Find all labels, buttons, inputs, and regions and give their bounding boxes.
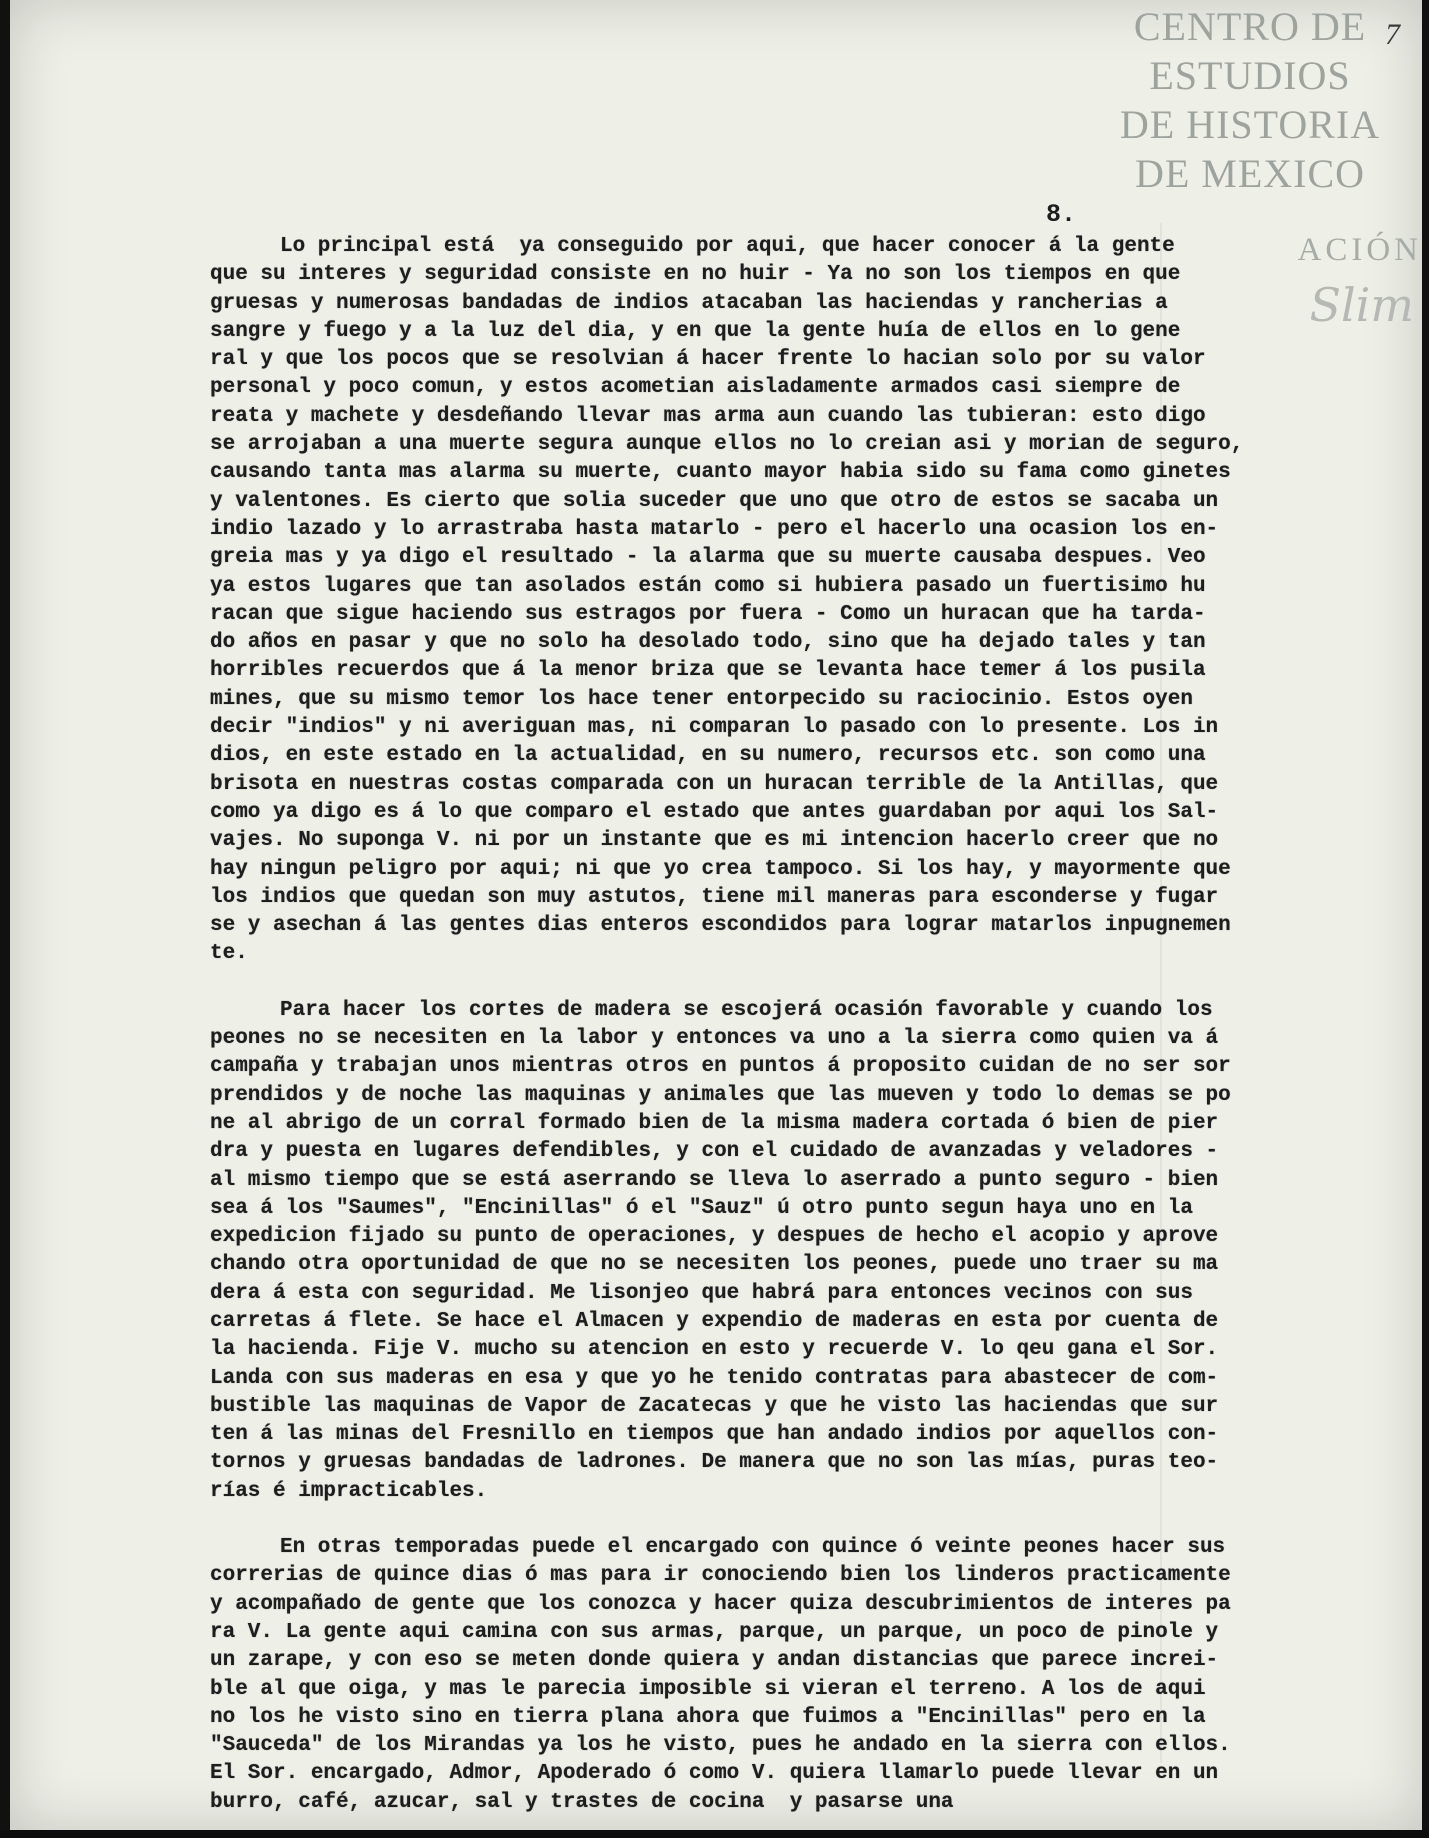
text-line: la hacienda. Fije V. mucho su atencion en esto y recuerde V. lo qeu gana el Sor. (210, 1338, 1219, 1362)
text-line: "Sauceda" de los Mirandas ya los he visto, pues he andado en la sierra con ellos. (210, 1734, 1231, 1758)
text-line: tornos y gruesas bandadas de ladrones. De manera que no son las mías, puras teo- (210, 1451, 1219, 1475)
text-line: no los he visto sino en tierra plana ahora que fuimos a "Encinillas" pero en la (210, 1705, 1206, 1729)
text-line: Lo principal está ya conseguido por aqui, que hacer conocer á la gente (280, 235, 1175, 258)
text-line: burro, café, azucar, sal y trastes de cocina y pasarse una (210, 1790, 954, 1814)
archive-watermark (1100, 2, 1400, 198)
watermark-line: DE MEXICO (1134, 151, 1366, 196)
text-line: los indios que quedan son muy astutos, tiene mil maneras para esconderse y fugar (210, 885, 1219, 909)
text-line: carretas á flete. Se hace el Almacen y expendio de maderas en esta por cuenta de (210, 1309, 1219, 1333)
text-line: Landa con sus maderas en esa y que yo he tenido contratas para abastecer de com- (210, 1366, 1219, 1390)
text-line: al mismo tiempo que se está aserrando se lleva lo aserrado a punto seguro - bien (210, 1168, 1219, 1192)
text-line: personal y poco comun, y estos acometian aisladamente armados casi siempre de (210, 376, 1181, 400)
text-line: do años en pasar y que no solo ha desolado todo, sino que ha dejado tales y tan (210, 631, 1206, 655)
paragraph (210, 997, 1370, 1506)
text-line: ya estos lugares que tan asolados están como si hubiera pasado un fuertisimo hu (210, 574, 1206, 598)
text-line: un zarape, y con eso se meten donde quiera y andan distancias que parece increi- (210, 1649, 1219, 1673)
text-line: En otras temporadas puede el encargado con quince ó veinte peones hacer sus (280, 1536, 1226, 1560)
paragraph-gap (210, 969, 1370, 997)
watermark-line: DE HISTORIA (1119, 102, 1381, 147)
text-line: gruesas y numerosas bandadas de indios atacaban las haciendas y rancherias a (210, 291, 1168, 315)
paragraph (210, 233, 1370, 969)
paragraph-gap (210, 1506, 1370, 1534)
text-line: dra y puesta en lugares defendibles, y con el cuidado de avanzadas y veladores - (210, 1140, 1219, 1164)
page-number: 8. (1046, 200, 1077, 229)
text-line: causando tanta mas alarma su muerte, cuanto mayor habia sido su fama como ginetes (210, 461, 1231, 485)
text-line: que su interes y seguridad consiste en no huir - Ya no son los tiempos en que (210, 263, 1181, 287)
text-line: se y asechan á las gentes dias enteros escondidos para lograr matarlos inpugnemen (210, 914, 1231, 938)
text-line: peones no se necesiten en la labor y entonces va uno a la sierra como quien va á (210, 1027, 1219, 1051)
watermark-signature: Slim (1309, 278, 1414, 332)
text-line: indio lazado y lo arrastraba hasta matarlo - pero el hacerlo una ocasion los en- (210, 517, 1219, 541)
letter-body (210, 233, 1370, 1817)
text-line: ra V. La gente aqui camina con sus armas, parque, un parque, un poco de pinole y (210, 1620, 1219, 1644)
text-line: rías é impracticables. (210, 1479, 488, 1503)
text-line: El Sor. encargado, Admor, Apoderado ó como V. quiera llamarlo puede llevar en un (210, 1762, 1219, 1786)
text-line: prendidos y de noche las maquinas y animales que las mueven y todo lo demas se po (210, 1083, 1231, 1107)
scan-frame-edge (0, 1830, 1429, 1838)
text-line: decir "indios" y ni averiguan mas, ni comparan lo pasado con lo presente. Los in (210, 716, 1219, 740)
text-line: dera á esta con seguridad. Me lisonjeo que habrá para entonces vecinos con sus (210, 1281, 1193, 1305)
text-line: horribles recuerdos que á la menor briza que se levanta hace temer á los pusila (210, 659, 1206, 683)
text-line: sea á los "Saumes", "Encinillas" ó el "Sauz" ú otro punto segun haya uno en la (210, 1196, 1193, 1220)
text-line: correrias de quince dias ó mas para ir conociendo bien los linderos practicamente (210, 1564, 1231, 1588)
text-line: Para hacer los cortes de madera se escojerá ocasión favorable y cuando los (280, 998, 1213, 1022)
text-line: y valentones. Es cierto que solia suceder que uno que otro de estos se sacaba un (210, 489, 1219, 513)
text-line: te. (210, 942, 248, 966)
corner-folio-mark: 7 (1385, 18, 1400, 51)
text-line: y acompañado de gente que los conozca y hacer quiza descubrimientos de interes pa (210, 1592, 1231, 1616)
text-line: bustible las maquinas de Vapor de Zacatecas y que he visto las haciendas que sur (210, 1394, 1219, 1418)
text-line: ral y que los pocos que se resolvian á hacer frente lo hacian solo por su valor (210, 348, 1206, 372)
text-line: brisota en nuestras costas comparada con un huracan terrible de la Antillas, que (210, 772, 1219, 796)
watermark-line: ESTUDIOS (1149, 53, 1351, 98)
text-line: racan que sigue haciendo sus estragos por fuera - Como un huracan que ha tarda- (210, 602, 1206, 626)
text-line: se arrojaban a una muerte segura aunque ellos no lo creian asi y morian de seguro, (210, 433, 1244, 457)
paragraph (210, 1534, 1370, 1817)
text-line: expedicion fijado su punto de operaciones, y despues de hecho el acopio y aprove (210, 1225, 1219, 1249)
watermark-fundacion: ACIÓN (1297, 232, 1422, 268)
text-line: mines, que su mismo temor los hace tener entorpecido su raciocinio. Estos oyen (210, 687, 1193, 711)
text-line: dios, en este estado en la actualidad, en su numero, recursos etc. son como una (210, 744, 1206, 768)
text-line: sangre y fuego y a la luz del dia, y en que la gente huía de ellos en lo gene (210, 319, 1181, 343)
text-line: ne al abrigo de un corral formado bien de la misma madera cortada ó bien de pier (210, 1111, 1219, 1135)
text-line: chando otra oportunidad de que no se necesiten los peones, puede uno traer su ma (210, 1253, 1219, 1277)
text-line: reata y machete y desdeñando llevar mas arma aun cuando las tubieran: esto digo (210, 404, 1206, 428)
text-line: campaña y trabajan unos mientras otros en puntos á proposito cuidan de no ser sor (210, 1055, 1231, 1079)
watermark-line: CENTRO DE (1133, 4, 1367, 49)
text-line: greia mas y ya digo el resultado - la alarma que su muerte causaba despues. Veo (210, 546, 1206, 570)
scanned-page (10, 0, 1422, 1830)
text-line: como ya digo es á lo que comparo el estado que antes guardaban por aqui los Sal- (210, 800, 1219, 824)
text-line: hay ningun peligro por aqui; ni que yo crea tampoco. Si los hay, y mayormente que (210, 857, 1231, 881)
text-line: vajes. No suponga V. ni por un instante que es mi intencion hacerlo creer que no (210, 829, 1219, 853)
text-line: ten á las minas del Fresnillo en tiempos que han andado indios por aquellos con- (210, 1423, 1219, 1447)
text-line: ble al que oiga, y mas le parecia imposible si vieran el terreno. A los de aqui (210, 1677, 1206, 1701)
